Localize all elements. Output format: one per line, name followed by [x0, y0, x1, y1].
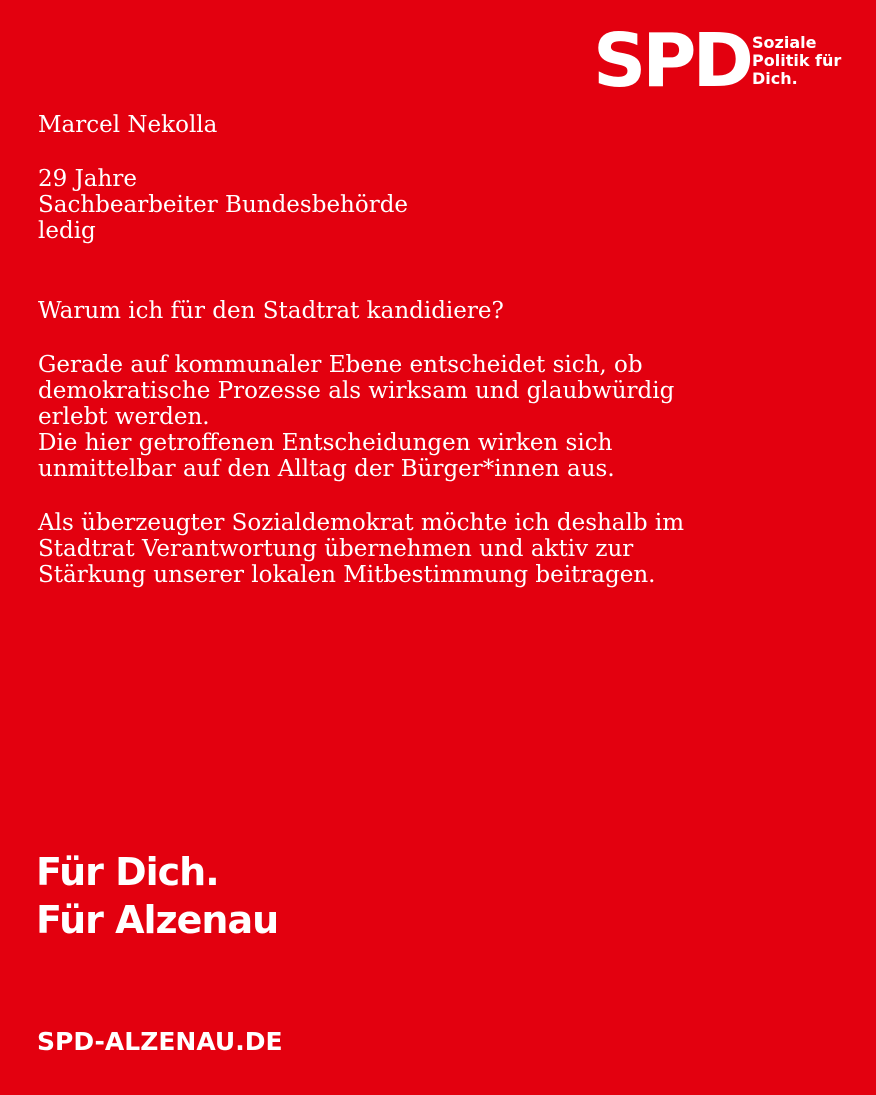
slogan — [36, 848, 278, 944]
statement-paragraph-2 — [38, 510, 838, 588]
statement-question: Warum ich für den Stadtrat kandidiere? — [38, 298, 504, 324]
logo-claim-line: Politik für — [752, 51, 842, 70]
candidate-name: Marcel Nekolla — [38, 112, 218, 138]
logo-claim-line: Dich. — [752, 69, 798, 88]
fact-status: ledig — [38, 218, 96, 244]
logo-wordmark: SPD — [593, 18, 750, 104]
spd-logo — [593, 18, 843, 104]
candidate-profile — [38, 112, 838, 588]
logo-claim-line: Soziale — [752, 33, 817, 52]
logo-claim — [752, 34, 852, 88]
slogan-line: Für Alzenau — [36, 898, 279, 942]
fact-age: 29 Jahre — [38, 166, 137, 192]
paragraph-line: unmittelbar auf den Alltag der Bürger*innen aus. — [38, 456, 615, 482]
paragraph-line: Stadtrat Verantwortung übernehmen und aktiv zur — [38, 536, 634, 562]
statement-paragraph-1 — [38, 352, 838, 482]
paragraph-line: Gerade auf kommunaler Ebene entscheidet sich, ob — [38, 352, 643, 378]
paragraph-line: Die hier getroffenen Entscheidungen wirken sich — [38, 430, 613, 456]
paragraph-line: erlebt werden. — [38, 404, 210, 430]
candidate-facts — [38, 166, 838, 244]
slogan-line: Für Dich. — [36, 850, 219, 894]
fact-occupation: Sachbearbeiter Bundesbehörde — [38, 192, 409, 218]
website-url: SPD-ALZENAU.DE — [37, 1027, 283, 1056]
paragraph-line: demokratische Prozesse als wirksam und glaubwürdig — [38, 378, 675, 404]
paragraph-line: Als überzeugter Sozialdemokrat möchte ich deshalb im — [38, 510, 685, 536]
paragraph-line: Stärkung unserer lokalen Mitbestimmung beitragen. — [38, 562, 656, 588]
